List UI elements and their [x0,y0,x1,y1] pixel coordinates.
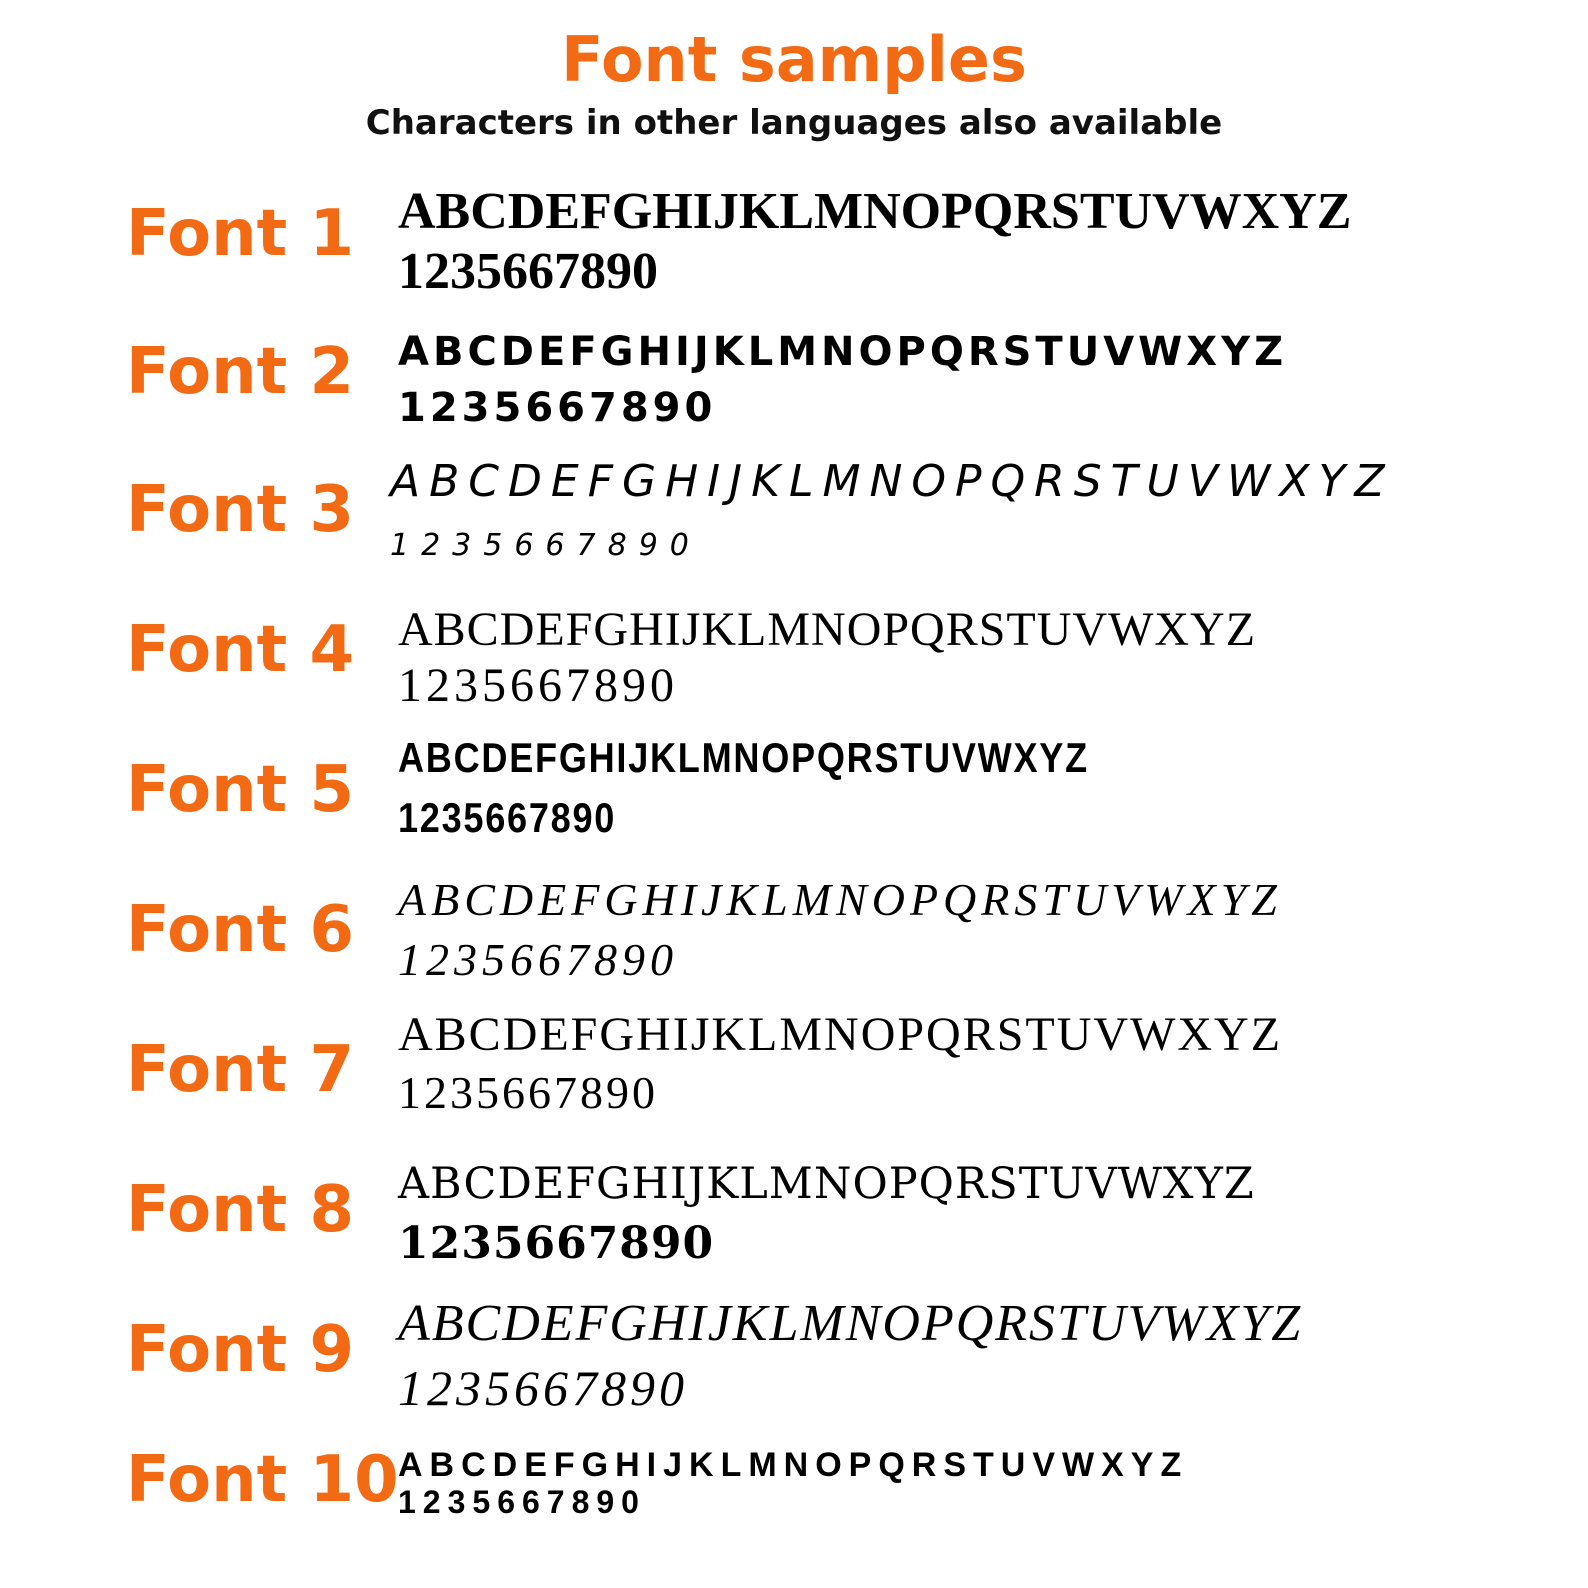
font-sample [398,1006,1518,1122]
font-row-4 [0,600,1588,740]
sample-letters: ABCDEFGHIJKLMNOPQRSTUVWXYZ [398,734,1089,781]
sample-letters: ABCDEFGHIJKLMNOPQRSTUVWXYZ [398,329,1288,375]
page-title: Font samples [561,23,1027,96]
font-sample [398,324,1518,436]
font-label: Font 8 [126,1173,355,1247]
sample-letters: ABCDEFGHIJKLMNOPQRSTUVWXYZ [398,1446,1189,1484]
sample-letters: ABCDEFGHIJKLMNOPQRSTUVWXYZ [398,1295,1303,1352]
sample-digits: 1235667890 [398,934,678,985]
font-label: Font 4 [126,613,355,687]
sample-digits: 1235667890 [398,385,717,431]
font-label: Font 3 [126,473,355,547]
font-sample [398,870,1518,990]
sample-digits: 1235667890 [398,243,658,300]
sample-letters: ABCDEFGHIJKLMNOPQRSTUVWXYZ [398,183,1352,240]
font-row-9 [0,1295,1588,1440]
sample-letters: ABCDEFGHIJKLMNOPQRSTUVWXYZ [398,1008,1283,1061]
font-row-1 [0,180,1588,320]
font-label: Font 5 [126,753,355,827]
font-row-5 [0,734,1588,880]
font-label: Font 1 [126,197,355,271]
sample-digits: 1235667890 [398,1218,715,1269]
font-label: Font 9 [126,1313,355,1387]
font-sample [398,602,1518,714]
font-row-3 [0,456,1588,600]
font-sample [398,182,1518,302]
sample-letters: ABCDEFGHIJKLMNOPQRSTUVWXYZ [398,603,1257,656]
font-label: Font 10 [126,1443,399,1517]
font-label: Font 6 [126,893,355,967]
font-row-8 [0,1160,1588,1300]
sample-digits: 1235667890 [398,1067,658,1118]
sample-digits: 1235667890 [390,528,701,563]
font-sample [390,448,1510,576]
sample-letters: ABCDEFGHIJKLMNOPQRSTUVWXYZ [398,874,1282,925]
font-row-7 [0,1008,1588,1160]
font-sample [398,1292,1518,1420]
font-label: Font 7 [126,1033,355,1107]
font-sample [398,1446,1518,1520]
font-sample [398,728,1518,848]
sample-digits: 1235667890 [398,1484,646,1520]
page-subtitle: Characters in other languages also available [365,103,1223,143]
font-row-6 [0,874,1588,1020]
sample-letters: ABCDEFGHIJKLMNOPQRSTUVWXYZ [390,456,1394,507]
font-row-10 [0,1440,1588,1580]
sample-digits: 1235667890 [398,1360,688,1416]
font-row-2 [0,322,1588,462]
sample-letters: ABCDEFGHIJKLMNOPQRSTUVWXYZ [398,1159,1255,1209]
font-sample [398,1154,1518,1274]
sample-digits: 1235667890 [398,659,678,712]
sample-digits: 1235667890 [398,794,617,841]
font-label: Font 2 [126,335,355,409]
